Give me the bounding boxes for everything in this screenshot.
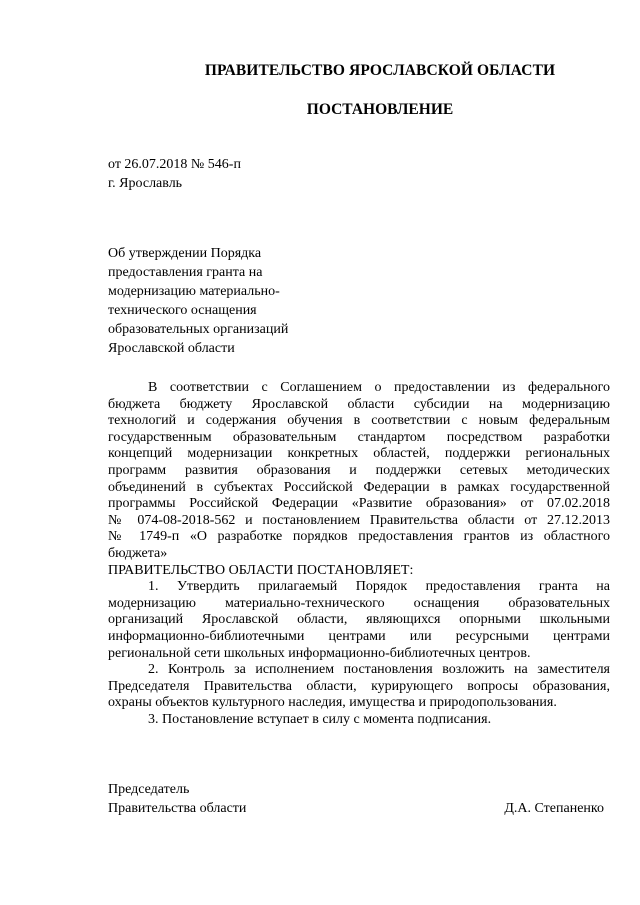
preamble-line: программ развития образования и поддержки сетевых методических	[108, 462, 610, 478]
preamble-line: технологий и содержания обучения в соответствии с новым федеральным	[108, 413, 610, 429]
item-3-paragraph	[108, 712, 610, 729]
item-1-line: 1. Утвердить прилагаемый Порядок предоставления гранта на	[148, 579, 610, 595]
item-2-paragraph	[108, 662, 610, 712]
item-3-line: 3. Постановление вступает в силу с момента подписания.	[148, 711, 492, 727]
signatory-title-line2: Правительства области	[108, 801, 247, 816]
document-body	[108, 380, 610, 728]
item-1-line: организаций Ярославской области, являющихся опорными школьными	[108, 612, 610, 628]
preamble-line: № 074-08-2018-562 и постановлением Правительства области от 27.12.2013	[108, 512, 610, 528]
document-subject	[108, 244, 288, 358]
document-type: ПОСТАНОВЛЕНИЕ	[306, 101, 454, 118]
item-1-line: модернизацию материально-технического оснащения образовательных	[108, 595, 610, 611]
city: г. Ярославль	[108, 176, 183, 191]
government-title: ПРАВИТЕЛЬСТВО ЯРОСЛАВСКОЙ ОБЛАСТИ	[204, 62, 556, 79]
preamble-paragraph	[108, 380, 610, 563]
subject-line: Об утверждении Порядка	[108, 246, 262, 261]
date-number: от 26.07.2018 № 546-п	[108, 157, 241, 172]
preamble-line: бюджета бюджету Ярославской области субсидии на модернизацию	[108, 396, 610, 412]
item-2-line: Председателя Правительства области, курирующего вопросы образования,	[108, 678, 610, 694]
signatory-name: Д.А. Степаненко	[504, 801, 604, 816]
resolves-heading: ПРАВИТЕЛЬСТВО ОБЛАСТИ ПОСТАНОВЛЯЕТ:	[108, 562, 414, 578]
item-1-paragraph	[108, 579, 610, 662]
subject-line: технического оснащения	[108, 303, 257, 318]
preamble-line: концепций модернизации конкретных областей, поддержки региональных	[108, 446, 610, 462]
subject-line: модернизацию материально-	[108, 284, 280, 299]
item-2-line: охраны объектов культурного наследия, имущества и природопользования.	[108, 695, 557, 711]
signatory-title-line1: Председатель	[108, 782, 190, 797]
subject-line: образовательных организаций	[108, 322, 289, 337]
preamble-line: бюджета»	[108, 545, 168, 561]
preamble-line: государственным образовательным стандартом посредством разработки	[108, 429, 610, 445]
preamble-line: № 1749-п «О разработке порядков предоставления грантов из областного	[108, 529, 610, 545]
item-1-line: региональной сети школьных информационно-библиотечных центров.	[108, 645, 531, 661]
subject-line: Ярославской области	[108, 341, 235, 356]
subject-line: предоставления гранта на	[108, 265, 263, 280]
document-meta	[108, 155, 241, 193]
item-1-line: информационно-библиотечными центрами или ресурсными центрами	[108, 628, 610, 644]
signature-block	[108, 780, 604, 818]
preamble-line: программы Российской Федерации «Развитие образования» от 07.02.2018	[108, 496, 610, 512]
item-2-line: 2. Контроль за исполнением постановления возложить на заместителя	[148, 662, 610, 678]
signature-row	[108, 799, 604, 818]
preamble-line: объединений в субъектах Российской Федерации в рамках государственной	[108, 479, 610, 495]
preamble-line: В соответствии с Соглашением о предоставлении из федерального	[148, 380, 610, 395]
